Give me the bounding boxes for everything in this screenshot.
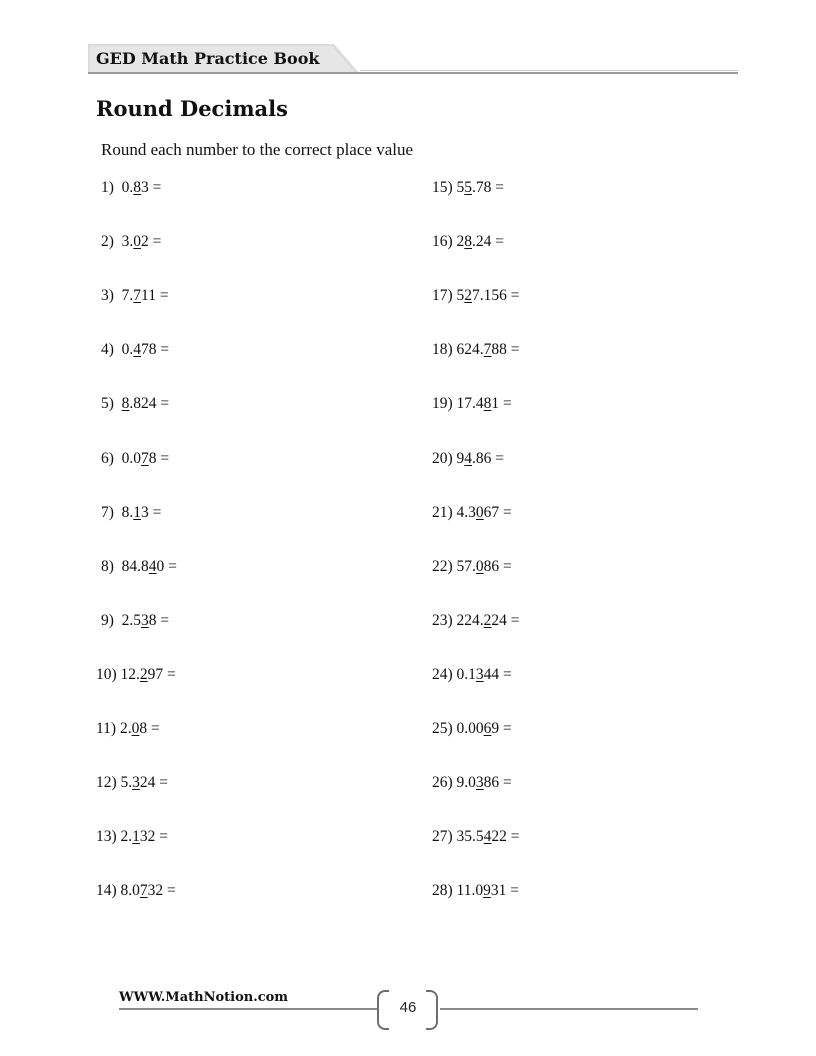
number-part: 0.	[121, 341, 134, 359]
problem-number: 18)	[432, 341, 457, 359]
problem-number: 10)	[96, 665, 121, 683]
underlined-digit: 1	[132, 828, 140, 846]
underlined-digit: 4	[464, 449, 473, 467]
problem-number: 8)	[101, 557, 122, 575]
number-part: 24 =	[139, 774, 169, 792]
number-part: 86 =	[483, 557, 512, 575]
problem-item	[432, 395, 512, 413]
problem-item	[101, 395, 169, 413]
underlined-digit: 1	[133, 503, 142, 521]
problem-item	[101, 558, 177, 576]
number-part: 8 =	[148, 449, 170, 467]
number-part: 3.	[121, 233, 134, 251]
problem-number: 13)	[96, 828, 121, 846]
problem-item	[96, 828, 168, 846]
number-part: 9 =	[491, 720, 512, 737]
problem-item	[432, 828, 520, 846]
number-part: 2.5	[121, 611, 142, 629]
problem-item	[432, 179, 504, 197]
underlined-digit: 9	[483, 882, 491, 900]
number-part: 31 =	[490, 882, 519, 900]
number-part: 97 =	[147, 665, 176, 683]
underlined-digit: 2	[464, 287, 473, 305]
problem-number: 12)	[96, 774, 121, 792]
number-part: 5.	[120, 774, 133, 792]
underlined-digit: 3	[475, 774, 484, 792]
underlined-digit: 0	[133, 233, 142, 251]
number-part: 8.	[121, 503, 134, 521]
number-part: 17.4	[456, 395, 484, 413]
right-brace-icon	[426, 990, 438, 1030]
problem-number: 5)	[101, 395, 122, 413]
problem-number: 11)	[96, 720, 120, 737]
number-part: 32 =	[139, 828, 169, 846]
number-part: 88 =	[491, 341, 520, 359]
number-part: .824 =	[129, 395, 170, 413]
problem-item	[432, 341, 520, 359]
number-part: 0.	[121, 179, 134, 196]
number-part: 11.0	[456, 882, 484, 900]
problem-number: 26)	[432, 774, 457, 792]
number-part: 84.8	[121, 557, 149, 575]
problem-number: 28)	[432, 882, 457, 900]
page-title: Round Decimals	[96, 96, 288, 121]
book-title: GED Math Practice Book	[96, 49, 320, 68]
number-part: 2.	[120, 828, 133, 846]
underlined-digit: 2	[483, 611, 492, 629]
problem-number: 19)	[432, 395, 457, 413]
problem-item	[432, 666, 512, 684]
underlined-digit: 3	[141, 611, 149, 629]
footer-rule-right	[440, 1008, 698, 1010]
problem-number: 2)	[101, 233, 122, 251]
number-part: .24 =	[472, 233, 505, 251]
number-part: 8 =	[148, 611, 170, 629]
problem-item	[432, 233, 504, 251]
problem-number: 25)	[432, 720, 457, 737]
underlined-digit: 7	[139, 882, 148, 900]
number-part: 1 =	[491, 395, 512, 413]
number-part: 4.3	[456, 503, 476, 521]
header-rule-shadow	[360, 70, 738, 71]
problem-number: 15)	[432, 179, 457, 196]
number-part: 8 =	[139, 720, 160, 737]
underlined-digit: 8	[121, 395, 130, 413]
problem-item	[432, 450, 504, 468]
number-part: 5	[456, 179, 465, 196]
number-part: .86 =	[472, 449, 505, 467]
underlined-digit: 0	[131, 720, 140, 737]
number-part: 8.0	[120, 882, 140, 900]
problem-item	[101, 612, 169, 630]
underlined-digit: 5	[464, 179, 473, 196]
problem-item	[96, 774, 168, 792]
left-brace-icon	[377, 990, 389, 1030]
number-part: 624.	[456, 341, 484, 359]
number-part: 2	[456, 233, 465, 251]
number-part: 224.	[456, 611, 484, 629]
number-part: 0 =	[156, 557, 177, 575]
number-part: 86 =	[483, 774, 512, 792]
number-part: 0.00	[456, 720, 484, 737]
number-part: 35.5	[456, 828, 484, 846]
underlined-digit: 4	[483, 828, 492, 846]
number-part: 2 =	[141, 233, 162, 251]
problem-number: 3)	[101, 287, 122, 305]
problem-number: 22)	[432, 557, 457, 575]
underlined-digit: 7	[141, 449, 149, 467]
number-part: 9.0	[456, 774, 476, 792]
problem-number: 17)	[432, 287, 457, 305]
problem-number: 21)	[432, 503, 457, 521]
problem-item	[432, 612, 520, 630]
problem-number: 4)	[101, 341, 122, 359]
number-part: 9	[456, 449, 465, 467]
problem-item	[432, 720, 512, 738]
problem-number: 1)	[101, 179, 122, 196]
underlined-digit: 3	[475, 665, 484, 683]
problem-item	[96, 666, 176, 684]
problem-item	[432, 774, 512, 792]
problem-number: 7)	[101, 503, 122, 521]
underlined-digit: 4	[148, 557, 157, 575]
number-part: 3 =	[141, 179, 162, 196]
number-part: 0.0	[121, 449, 142, 467]
problem-number: 20)	[432, 449, 457, 467]
underlined-digit: 8	[464, 233, 473, 251]
underlined-digit: 2	[139, 665, 148, 683]
number-part: 24 =	[491, 611, 520, 629]
underlined-digit: 7	[483, 341, 492, 359]
number-part: 2.	[119, 720, 132, 737]
number-part: 3 =	[141, 503, 162, 521]
problem-item	[101, 341, 169, 359]
number-part: 12.	[120, 665, 140, 683]
problem-number: 23)	[432, 611, 457, 629]
page-number: 46	[399, 999, 417, 1016]
underlined-digit: 8	[483, 395, 492, 413]
problem-number: 27)	[432, 828, 457, 846]
problem-number: 14)	[96, 882, 121, 900]
number-part: 5	[456, 287, 465, 305]
number-part: 11 =	[141, 287, 169, 305]
problem-item	[432, 504, 512, 522]
problem-number: 6)	[101, 449, 122, 467]
footer-website: WWW.MathNotion.com	[119, 990, 289, 1005]
problem-item	[96, 882, 176, 900]
problem-item	[432, 287, 520, 305]
number-part: 57.	[456, 557, 476, 575]
problem-number: 24)	[432, 665, 457, 683]
number-part: 7.	[121, 287, 134, 305]
number-part: 44 =	[483, 665, 512, 683]
header-rule	[88, 72, 738, 74]
underlined-digit: 8	[133, 179, 142, 196]
problem-item	[96, 720, 160, 738]
number-part: 67 =	[483, 503, 512, 521]
underlined-digit: 3	[132, 774, 140, 792]
problem-item	[101, 504, 161, 522]
problem-item	[101, 233, 161, 251]
instructions: Round each number to the correct place value	[101, 140, 414, 159]
problem-number: 16)	[432, 233, 457, 251]
problem-item	[101, 450, 169, 468]
underlined-digit: 6	[483, 720, 492, 737]
number-part: 0.1	[456, 665, 476, 683]
number-part: 22 =	[491, 828, 520, 846]
problem-item	[101, 287, 169, 305]
underlined-digit: 4	[133, 341, 142, 359]
footer-rule-left	[119, 1008, 377, 1010]
number-part: 32 =	[147, 882, 176, 900]
number-part: 78 =	[141, 341, 170, 359]
number-part: .78 =	[472, 179, 505, 196]
problem-item	[432, 558, 512, 576]
underlined-digit: 0	[475, 557, 484, 575]
problem-item	[432, 882, 519, 900]
underlined-digit: 0	[475, 503, 484, 521]
underlined-digit: 7	[133, 287, 142, 305]
problem-number: 9)	[101, 611, 122, 629]
problem-item	[101, 179, 161, 197]
number-part: 7.156 =	[472, 287, 520, 305]
